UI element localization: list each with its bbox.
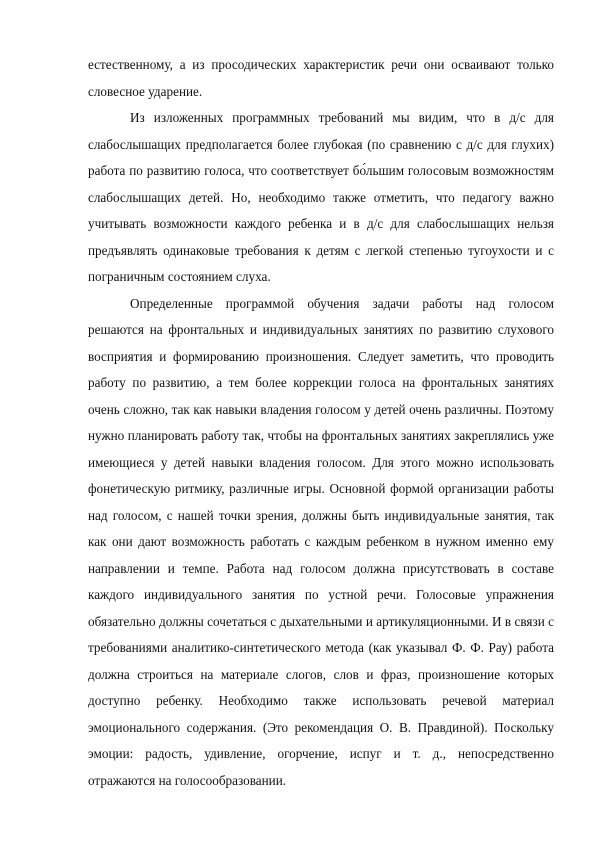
paragraph-voice-work: Определенные программой обучения задачи работы над голосом решаются на фронтальных и индивидуальных занятиях по развитию слухового восприятия и формированию произношения. Следует заметить, что проводить работу по развитию, а тем более коррекции голоса на фронтальных занятиях очень сложно, так как навыки владения голосом у детей очень различны. Поэтому нужно планировать работу так, чтобы на фронтальных занятиях закреплялись уже имеющиеся у детей навыки владения голосом. Для этого можно использовать фонетическую ритмику, различные игры. Основной формой организации работы над голосом, с нашей точки зрения, должны быть индивидуальные занятия, так как они дают возможность работать с каждым ребенком в нужном именно ему направлении и темпе. Работа над голосом должна присутствовать в составе каждого индивидуального занятия по устной речи. Голосовые упражнения обязательно должны сочетаться с дыхательными и артикуляционными. И в связи с требованиями аналитико-синтетического метода (как указывал Ф. Ф. Рау) работа должна строиться на материале слогов, слов и фраз, произношение которых доступно ребенку. Необходимо также использовать речевой материал эмоционального содержания. (Это рекомендация О. В. Правдиной). Поскольку эмоции: радость, удивление, огорчение, испуг и т. д., непосредственно отражаются на голосообразовании. [88, 295, 554, 788]
paragraph-continuation: естественному, а из просодических характеристик речи они осваивают только словесное ударение. [88, 57, 554, 99]
paragraph-program-requirements: Из изложенных программных требований мы видим, что в д/с для слабослышащих предполагается более глубокая (по сравнению с д/с для глухих) работа по развитию голоса, что соответствует бо́льшим голосовым возможностям слабослышащих детей. Но, необходимо также отметить, что педагогу важно учитывать возможности каждого ребенка и в д/с для слабослышащих нельзя предъявлять одинаковые требования к детям с легкой степенью тугоухости и с пограничным состоянием слуха. [88, 110, 554, 284]
body-text [88, 52, 554, 794]
